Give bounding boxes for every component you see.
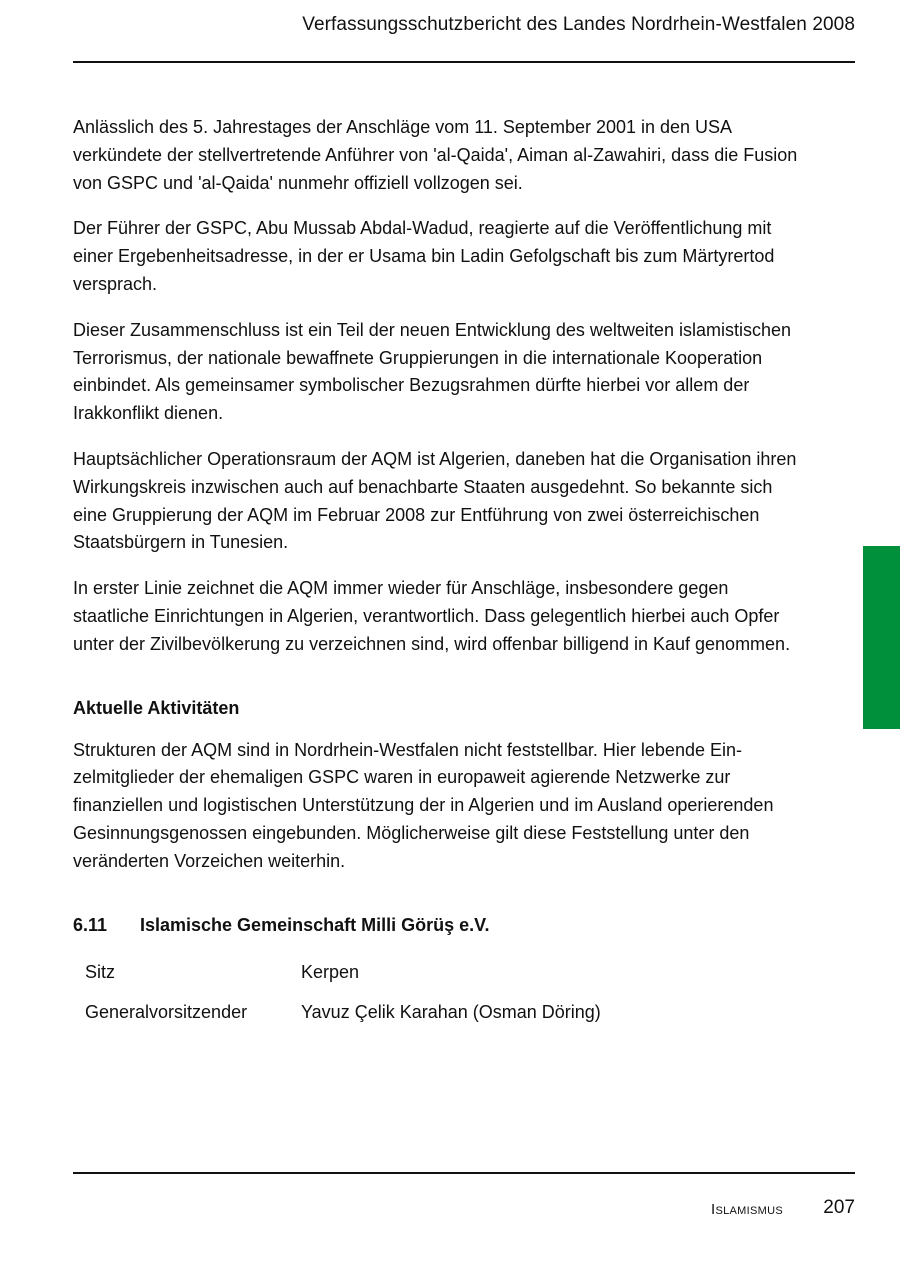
- body-paragraph: In erster Linie zeichnet die AQM immer wieder für Anschläge, insbesondere gegen staatliche Einrichtungen in Algerien, verantwortlich. Dass gelegentlich hierbei auch Opfer unter der Zivilbevölkerung zu verzeichnen sind, wird offenbar billigend in Kauf genommen.: [73, 578, 791, 654]
- subheading-current-activities: Aktuelle Aktivitäten: [73, 697, 240, 718]
- info-value: Kerpen: [301, 962, 360, 983]
- body-paragraph: Hauptsächlicher Operationsraum der AQM ist Algerien, daneben hat die Organisation ihren Wirkungskreis inzwischen auch auf benachbarte Staaten ausgedehnt. So bekannte sich eine Gruppierung der AQM im Februar 2008 zur Entführung von zwei österreichischen Staatsbürgern in Tunesien.: [73, 448, 797, 553]
- info-row-seat: [85, 953, 803, 993]
- footer-divider: [73, 1172, 855, 1174]
- section-number: 6.11: [73, 914, 108, 935]
- info-key: Sitz: [85, 962, 116, 983]
- body-paragraph: Der Führer der GSPC, Abu Mussab Abdal-Wadud, reagierte auf die Veröffentlichung mit einer Ergebenheitsadresse, in der er Usama bin Ladin Gefolgschaft bis zum Märtyrertod versprach.: [73, 218, 775, 294]
- info-key: Generalvorsitzender: [85, 1002, 248, 1023]
- chapter-side-tab: [863, 546, 900, 729]
- info-row-chairman: [85, 993, 803, 1033]
- footer-section-label: Islamismus: [711, 1201, 783, 1218]
- organization-info-table: [85, 953, 803, 1033]
- section-title: Islamische Gemeinschaft Milli Görüş e.V.: [140, 914, 490, 935]
- page-body: [73, 114, 803, 1033]
- body-paragraph: Dieser Zusammenschluss ist ein Teil der neuen Entwicklung des weltweiten islamistischen Terrorismus, der nationale bewaffnete Gruppierungen in die internationale Kooperation einbindet. Als gemeinsamer symbolischer Bezugsrahmen dürfte hierbei vor allem der Irakkonflikt dienen.: [73, 319, 791, 424]
- section-heading: [73, 912, 803, 939]
- activities-paragraph: Strukturen der AQM sind in Nordrhein-Westfalen nicht feststellbar. Hier lebende Einzelmitglieder der ehemaligen GSPC waren in europaweit agierende Netzwerke zur finanziellen und logistischen Unterstützung der in Algerien und im Ausland operierenden Gesinnungsgenossen eingebunden. Möglicherweise gilt diese Feststellung unter den veränderten Vorzeichen weiterhin.: [73, 739, 774, 871]
- page-number: 207: [823, 1197, 855, 1218]
- header-divider: [73, 61, 855, 63]
- body-paragraph: Anlässlich des 5. Jahrestages der Anschläge vom 11. September 2001 in den USA verkündete der stellvertretende Anführer von 'al-Qaida', Aiman al-Zawahiri, dass die Fusion von GSPC und 'al-Qaida' nunmehr offiziell vollzogen sei.: [73, 117, 798, 193]
- info-value: Yavuz Çelik Karahan (Osman Döring): [301, 1002, 601, 1023]
- running-header: Verfassungsschutzbericht des Landes Nordrhein-Westfalen 2008: [302, 14, 855, 35]
